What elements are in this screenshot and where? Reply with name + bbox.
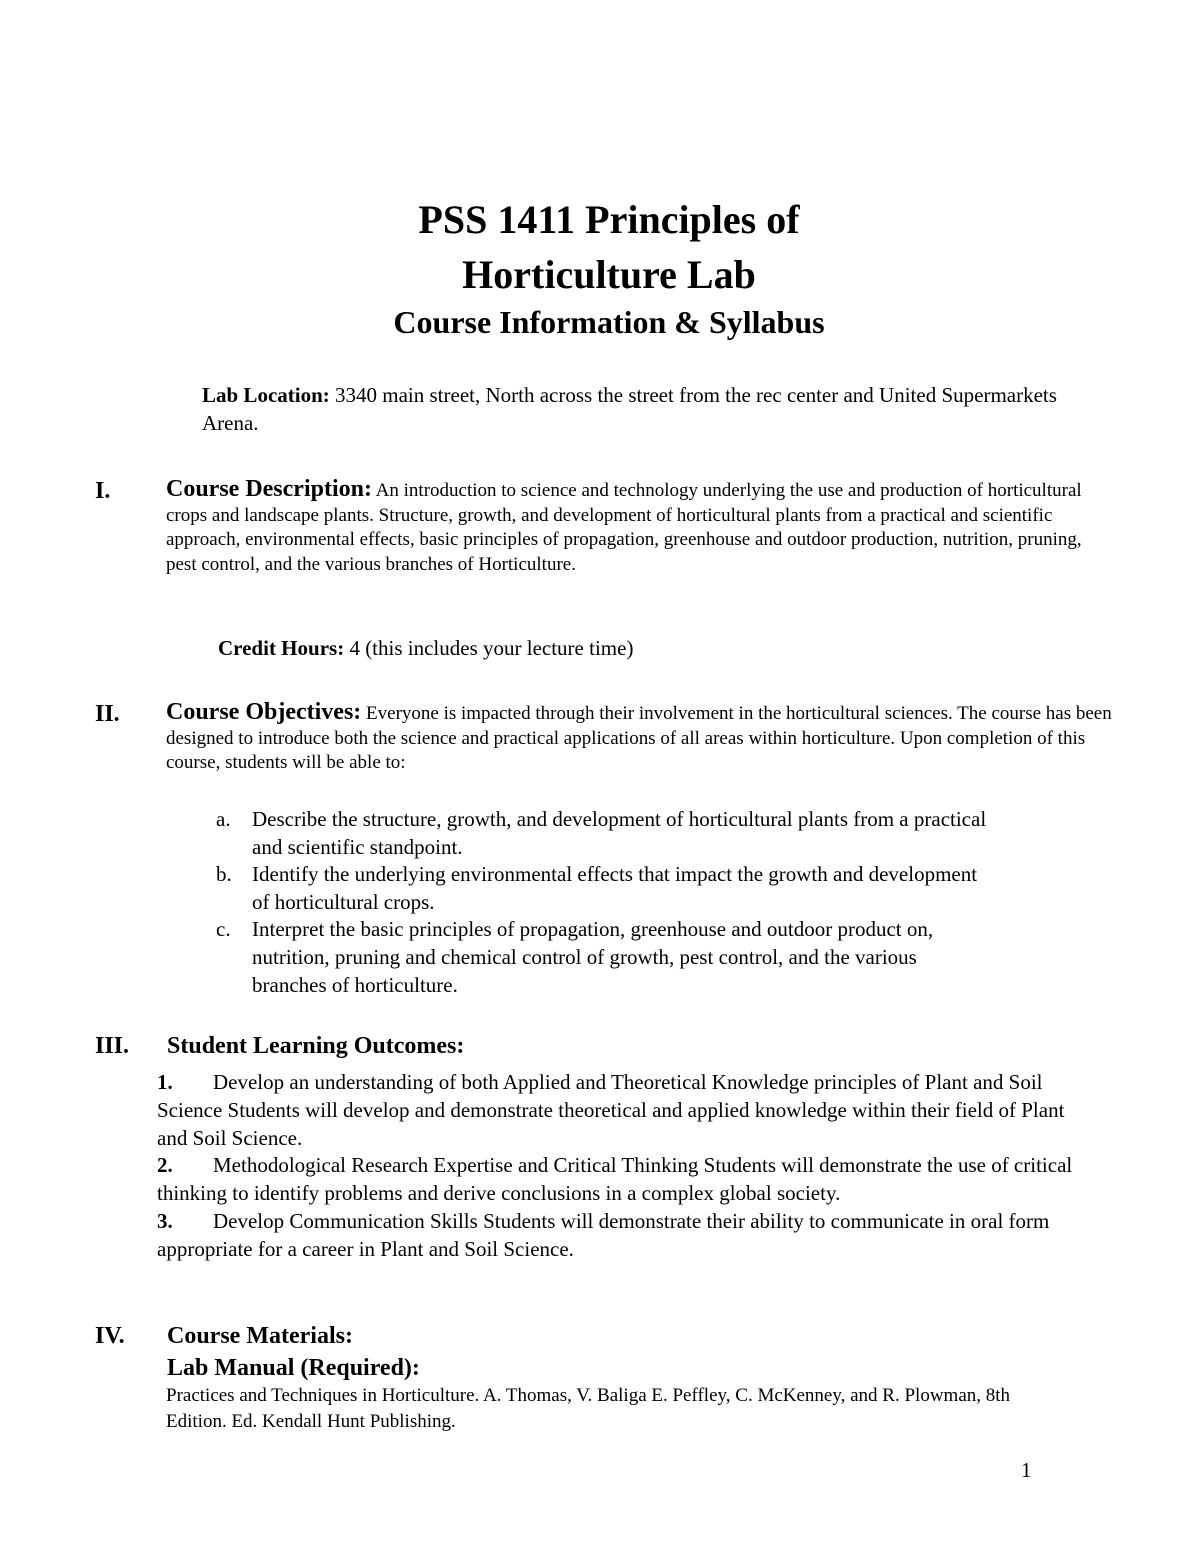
outcome-number: 2. — [157, 1153, 173, 1178]
student-learning-outcomes-heading: Student Learning Outcomes: — [167, 1033, 465, 1059]
section-numeral-outcomes: III. — [95, 1033, 130, 1059]
objective-text: Identify the underlying environmental effects that impact the growth and development of horticultural crops. — [252, 862, 978, 914]
outcome-number: 1. — [157, 1070, 173, 1094]
objective-item — [216, 861, 996, 916]
lab-manual-heading: Lab Manual (Required): — [167, 1355, 420, 1381]
lab-location-text: 3340 main street, North across the street from the rec center and United Supermarkets Arena. — [202, 383, 1057, 435]
section-numeral-description: I. — [95, 478, 111, 504]
credit-hours-label: Credit Hours: — [218, 636, 345, 660]
outcome-text: Develop an understanding of both Applied and Theoretical Knowledge principles of Plant and Soil Science Students will develop and demonstrate theoretical and applied knowledge within their field of Plant and Soil Science. — [157, 1070, 1065, 1150]
credit-hours — [218, 635, 918, 663]
outcome-text: Develop Communication Skills Students will demonstrate their ability to communicate in oral form appropriate for a career in Plant and Soil Science. — [157, 1208, 1050, 1261]
course-objectives-text: Everyone is impacted through their involvement in the horticultural sciences. The course has been designed to introduce both the science and practical applications of all areas within horticulture. Upon completion of this course, students will be able to: — [166, 703, 1112, 774]
lab-manual-citation: Practices and Techniques in Horticulture. A. Thomas, V. Baliga E. Peffley, C. McKenney, and R. Plowman, 8th Edition. Ed. Kendall Hunt Publishing. — [166, 1385, 1011, 1432]
course-description — [166, 477, 1116, 577]
credit-hours-value: 4 (this includes your lecture time) — [344, 636, 634, 660]
section-numeral-materials: IV. — [95, 1323, 125, 1349]
objectives-list — [216, 806, 996, 999]
outcome-item — [157, 1152, 1077, 1208]
course-objectives-heading: Course Objectives: — [166, 699, 362, 725]
document-title-line-1: PSS 1411 Principles of — [418, 197, 800, 242]
objective-marker: c. — [216, 917, 231, 942]
objective-text: Interpret the basic principles of propagation, greenhouse and outdoor product on, nutrition, pruning and chemical control of growth, pest control, and the various branches of horticulture. — [252, 917, 934, 997]
objective-text: Describe the structure, growth, and development of horticultural plants from a practical and scientific standpoint. — [252, 807, 987, 859]
section-numeral-objectives: II. — [95, 701, 120, 727]
course-description-text: An introduction to science and technology underlying the use and production of horticultural crops and landscape plants. Structure, growth, and development of horticultural plants from a practical and scientific approach, environmental effects, basic principles of propagation, greenhouse and outdoor production, nutrition, pruning, pest control, and the various branches of Horticulture. — [166, 480, 1082, 575]
outcome-item — [157, 1069, 1077, 1152]
objective-item — [216, 806, 996, 861]
objective-item — [216, 916, 996, 999]
course-objectives — [166, 700, 1116, 776]
course-materials-heading: Course Materials: — [167, 1323, 353, 1349]
outcome-text: Methodological Research Expertise and Critical Thinking Students will demonstrate the use of critical thinking to identify problems and derive conclusions in a complex global society. — [157, 1153, 1073, 1206]
learning-outcomes-list — [157, 1069, 1077, 1264]
course-description-heading: Course Description: — [166, 476, 372, 502]
objective-marker: b. — [216, 862, 232, 887]
outcome-number: 3. — [157, 1208, 173, 1233]
document-subtitle: Course Information & Syllabus — [393, 304, 825, 340]
page-number: 1 — [1021, 1458, 1032, 1482]
lab-location — [202, 382, 1062, 437]
document-title-line-2: Horticulture Lab — [462, 252, 756, 297]
outcome-item — [157, 1208, 1077, 1264]
lab-location-label: Lab Location: — [202, 383, 330, 407]
objective-marker: a. — [216, 807, 231, 831]
